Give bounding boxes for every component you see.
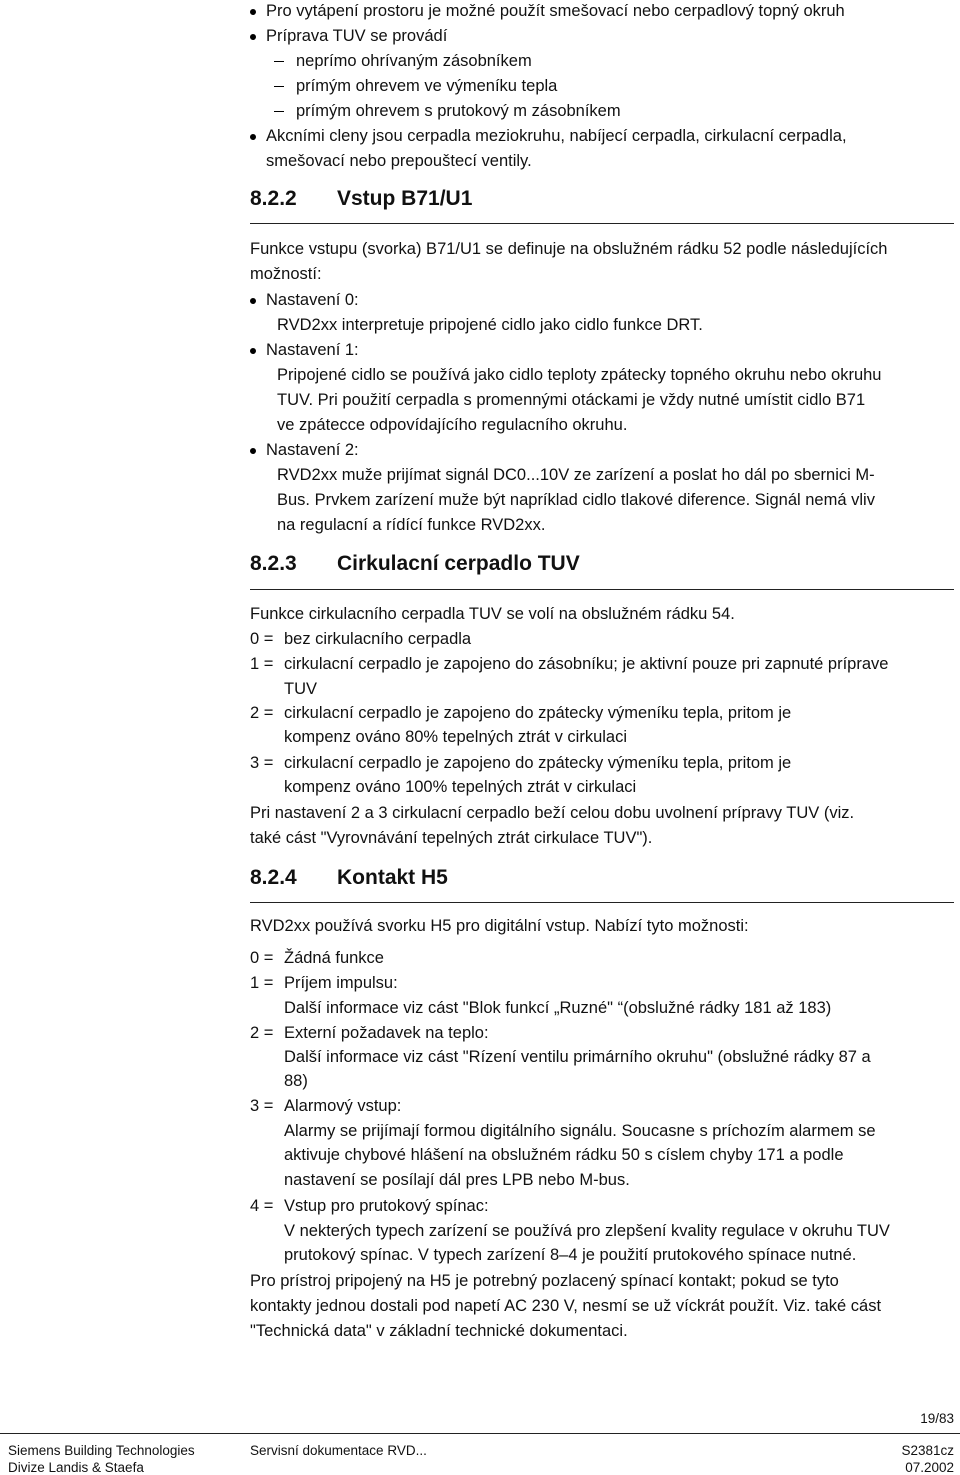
bullet-actuators-cont: smešovací nebo prepouštecí ventily. xyxy=(266,152,532,170)
paragraph: Funkce cirkulacního cerpadla TUV se volí na obslužném rádku 54. xyxy=(250,605,735,623)
bullet-actuators: Akcními cleny jsou cerpadla meziokruhu, nabíjecí cerpadla, cirkulacní cerpadla, xyxy=(266,127,847,145)
bullet-heating: Pro vytápení prostoru je možné použít smešovací nebo cerpadlový topný okruh xyxy=(266,2,845,20)
footer-divider xyxy=(0,1433,960,1434)
option-text: Alarmový vstup: xyxy=(284,1097,402,1115)
bullet-tuv: Príprava TUV se provádí xyxy=(266,27,448,45)
option-key: 0 = xyxy=(250,949,274,967)
option-detail: Alarmy se prijímají formou digitálního signálu. Soucasne s príchozím alarmem se xyxy=(284,1122,876,1140)
footer-company: Siemens Building Technologies xyxy=(8,1443,195,1458)
paragraph: Pri nastavení 2 a 3 cirkulacní cerpadlo beží celou dobu uvolnení prípravy TUV (viz. xyxy=(250,804,855,822)
paragraph: RVD2xx používá svorku H5 pro digitální vstup. Nabízí tyto možnosti: xyxy=(250,917,749,935)
setting-0-text: RVD2xx interpretuje pripojené cidlo jako cidlo funkce DRT. xyxy=(277,316,703,334)
option-key: 1 = xyxy=(250,974,274,992)
page-number: 19/83 xyxy=(920,1411,954,1426)
dash-item-2: prímým ohrevem ve výmeníku tepla xyxy=(296,77,558,95)
option-key: 2 = xyxy=(250,1024,274,1042)
option-text: bez cirkulacního cerpadla xyxy=(284,630,472,648)
setting-0-label: Nastavení 0: xyxy=(266,291,359,309)
setting-2-text: Bus. Prvkem zarízení muže být napríklad cidlo tlakové diference. Signál nemá vliv xyxy=(277,491,875,509)
paragraph: také cást "Vyrovnávání tepelných ztrát cirkulace TUV"). xyxy=(250,829,653,847)
section-title: Vstup B71/U1 xyxy=(337,187,473,210)
option-text: cirkulacní cerpadlo je zapojeno do zpátecky výmeníku tepla, pritom je xyxy=(284,754,792,772)
paragraph: Funkce vstupu (svorka) B71/U1 se definuje na obslužném rádku 52 podle následujících xyxy=(250,240,888,258)
option-text: Externí požadavek na teplo: xyxy=(284,1024,489,1042)
option-text: TUV xyxy=(284,680,317,698)
option-detail: aktivuje chybové hlášení na obslužném rádku 50 s císlem chyby 171 a podle xyxy=(284,1146,844,1164)
option-detail: 88) xyxy=(284,1072,308,1090)
setting-1-text: ve zpátecce odpovídajícího regulacního okruhu. xyxy=(277,416,628,434)
section-divider xyxy=(250,589,954,590)
setting-2-text: RVD2xx muže prijímat signál DC0...10V ze zarízení a poslat ho dál po sbernici M- xyxy=(277,466,875,484)
option-text: kompenz ováno 80% tepelných ztrát v cirkulaci xyxy=(284,728,628,746)
option-text: cirkulacní cerpadlo je zapojeno do zásobníku; je aktivní pouze pri zapnuté príprave xyxy=(284,655,889,673)
option-key: 3 = xyxy=(250,1097,274,1115)
setting-1-label: Nastavení 1: xyxy=(266,341,359,359)
option-text: cirkulacní cerpadlo je zapojeno do zpátecky výmeníku tepla, pritom je xyxy=(284,704,792,722)
option-key: 3 = xyxy=(250,754,274,772)
option-key: 2 = xyxy=(250,704,274,722)
option-text: Vstup pro prutokový spínac: xyxy=(284,1197,489,1215)
section-title: Cirkulacní cerpadlo TUV xyxy=(337,552,580,575)
option-text: Žádná funkce xyxy=(284,949,384,967)
setting-2-label: Nastavení 2: xyxy=(266,441,359,459)
option-detail: prutokový spínac. V typech zarízení 8–4 je použití prutokového spínace nutné. xyxy=(284,1246,857,1264)
dash-item-1: neprímo ohrívaným zásobníkem xyxy=(296,52,532,70)
footer-date: 07.2002 xyxy=(905,1460,954,1475)
option-text: kompenz ováno 100% tepelných ztrát v cirkulaci xyxy=(284,778,637,796)
option-key: 1 = xyxy=(250,655,274,673)
section-divider xyxy=(250,223,954,224)
option-detail: V nekterých typech zarízení se používá pro zlepšení kvality regulace v okruhu TUV xyxy=(284,1222,890,1240)
section-title: Kontakt H5 xyxy=(337,866,448,889)
option-key: 0 = xyxy=(250,630,274,648)
setting-1-text: Pripojené cidlo se používá jako cidlo teploty zpátecky topného okruhu nebo okruhu xyxy=(277,366,882,384)
paragraph: Pro prístroj pripojený na H5 je potrebný pozlacený spínací kontakt; pokud se tyto xyxy=(250,1272,839,1290)
option-detail: Další informace viz cást "Rízení ventilu primárního okruhu" (obslužné rádky 87 a xyxy=(284,1048,871,1066)
footer-document: Servisní dokumentace RVD... xyxy=(250,1443,427,1458)
footer-code: S2381cz xyxy=(901,1443,954,1458)
paragraph: "Technická data" v základní technické dokumentaci. xyxy=(250,1322,628,1340)
option-key: 4 = xyxy=(250,1197,274,1215)
option-text: Príjem impulsu: xyxy=(284,974,398,992)
paragraph: možností: xyxy=(250,265,322,283)
section-number: 8.2.2 xyxy=(250,187,297,210)
section-number: 8.2.3 xyxy=(250,552,297,575)
option-detail: Další informace viz cást "Blok funkcí „Ruzné" “(obslužné rádky 181 až 183) xyxy=(284,999,832,1017)
section-divider xyxy=(250,902,954,903)
setting-2-text: na regulacní a rídící funkce RVD2xx. xyxy=(277,516,546,534)
setting-1-text: TUV. Pri použití cerpadla s promennými otáckami je vždy nutné umístit cidlo B71 xyxy=(277,391,866,409)
section-number: 8.2.4 xyxy=(250,866,297,889)
paragraph: kontakty jednou dostali pod napetí AC 230 V, nesmí se už víckrát použít. Viz. také cást xyxy=(250,1297,882,1315)
footer-division: Divize Landis & Staefa xyxy=(8,1460,144,1475)
dash-item-3: prímým ohrevem s prutokový m zásobníkem xyxy=(296,102,621,120)
option-detail: nastavení se posílají dál pres LPB nebo M-bus. xyxy=(284,1171,630,1189)
